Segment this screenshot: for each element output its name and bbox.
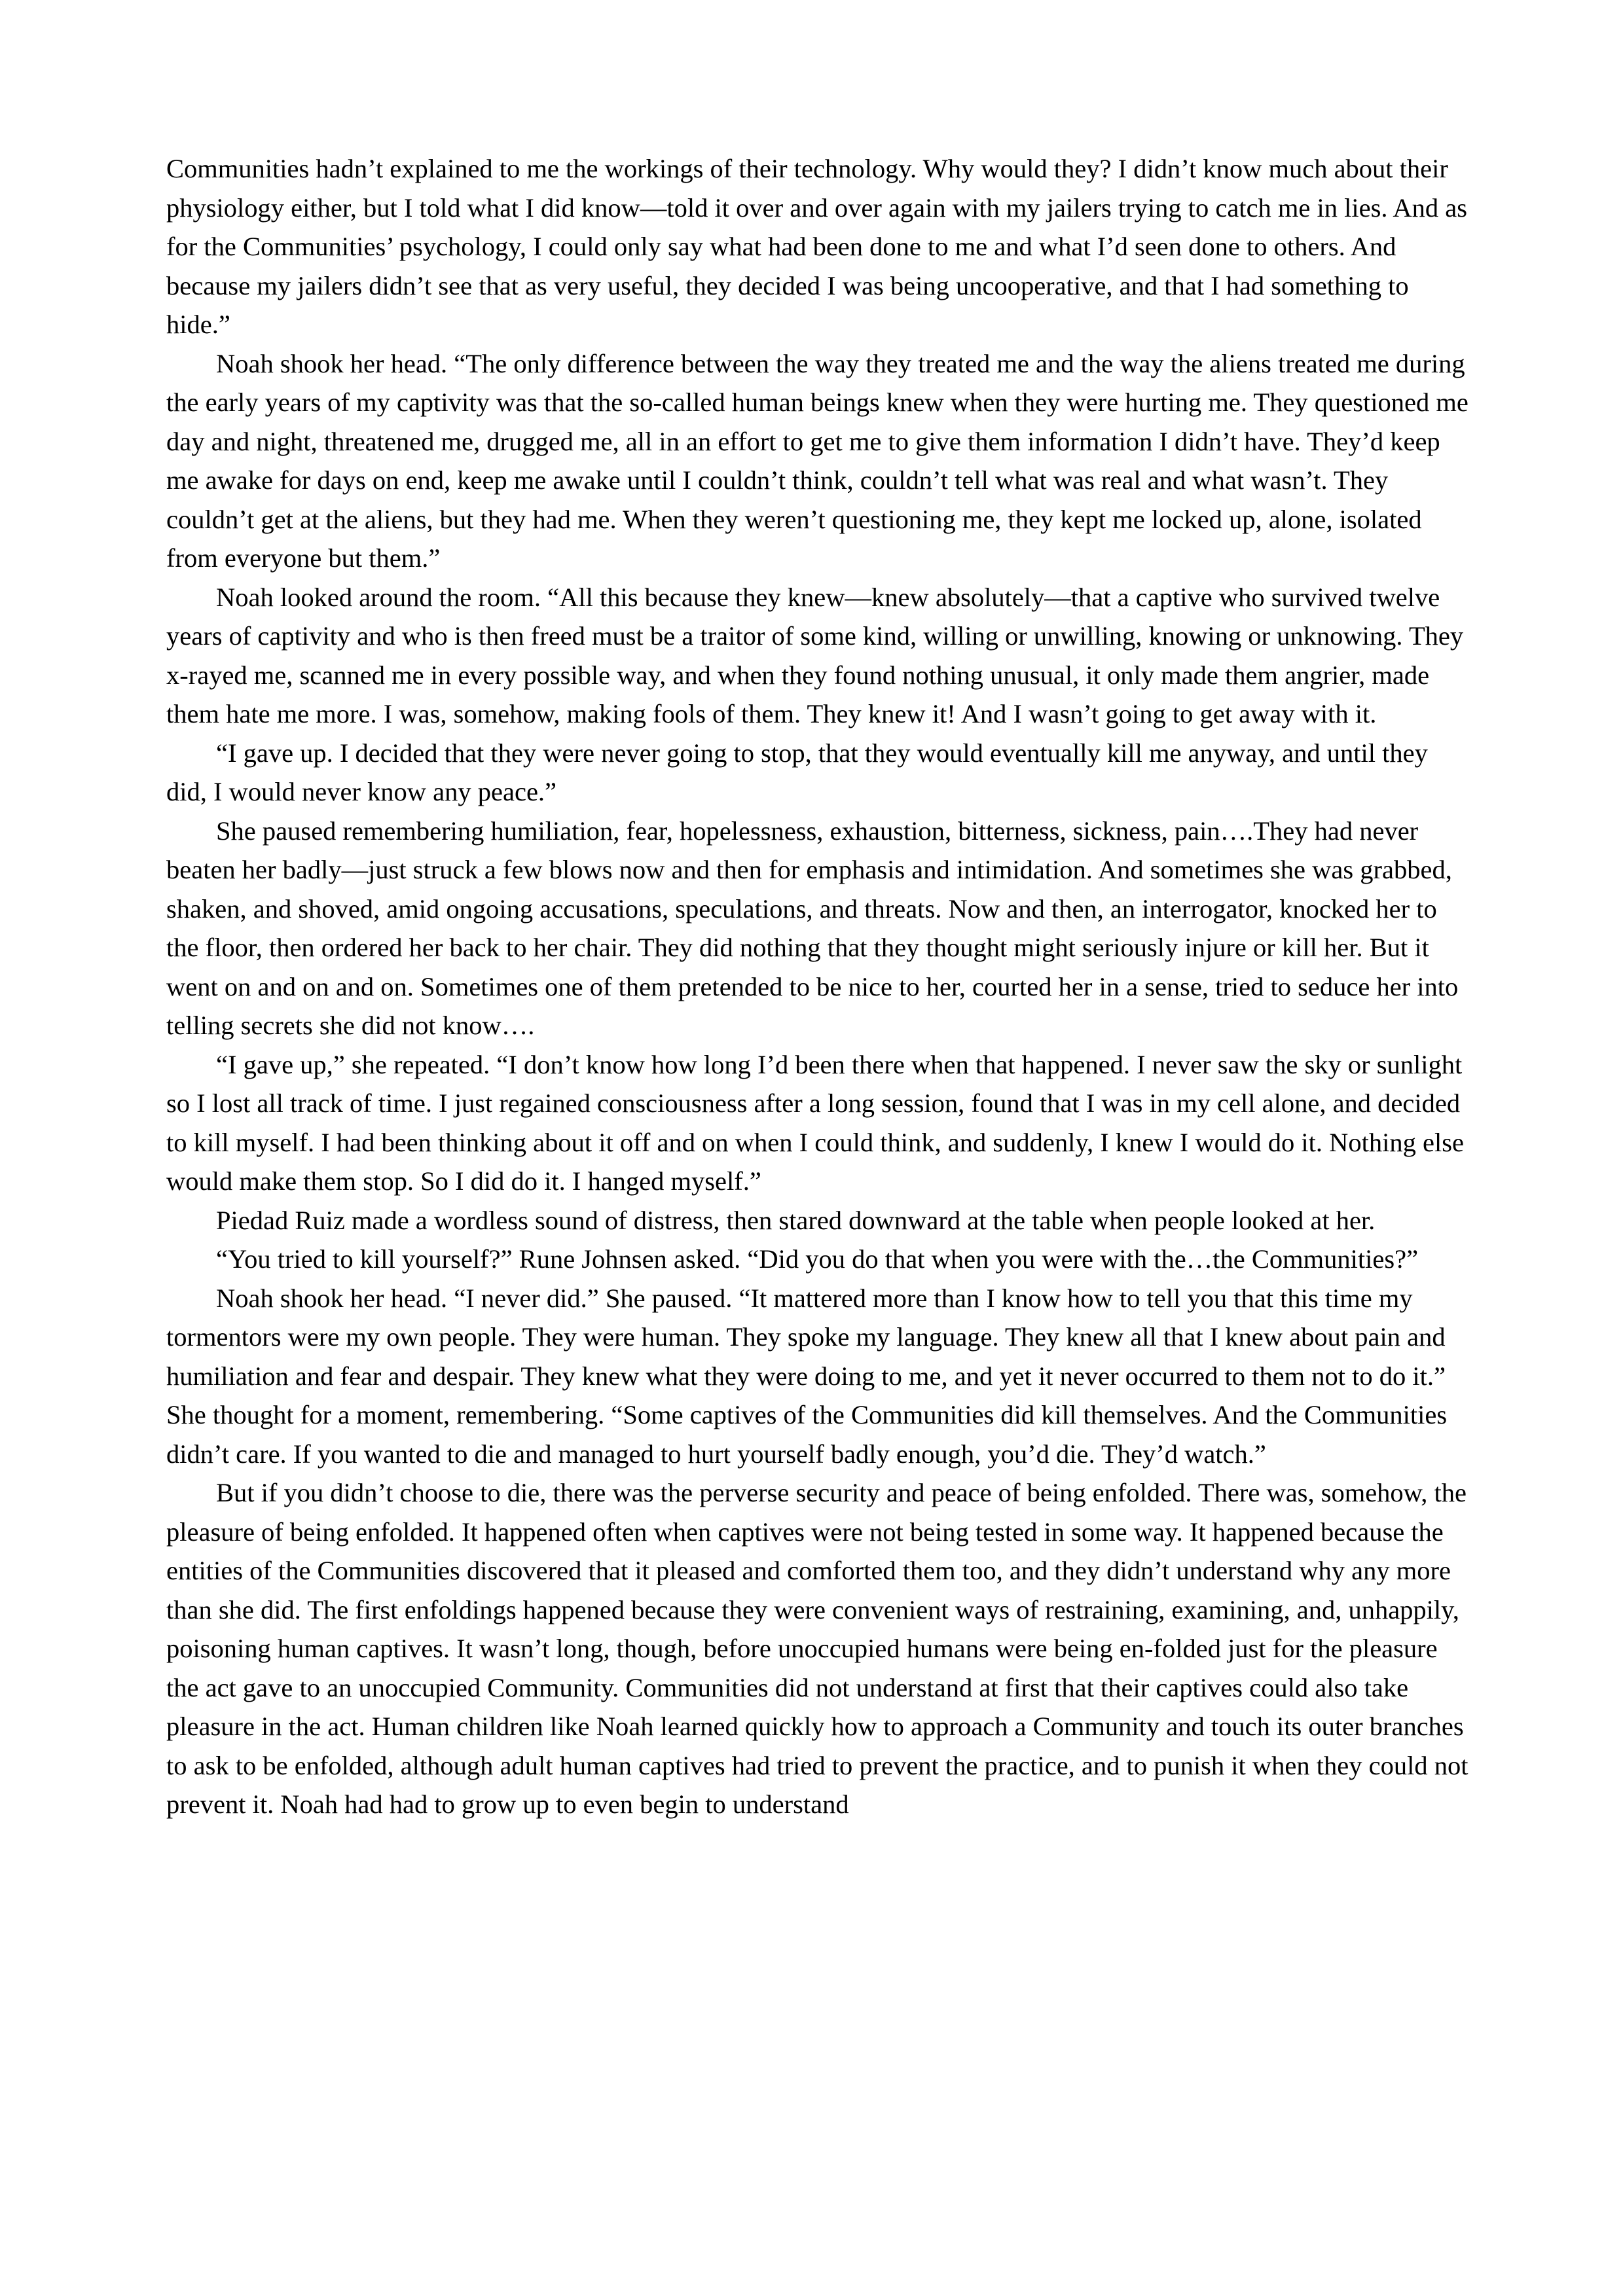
paragraph-6: “I gave up,” she repeated. “I don’t know how long I’d been there when that happened. I never saw the sky or sunlight so I lost all track of time. I just regained consciousness after a long session, found that I was in my cell alone, and decided to kill myself. I had been thinking about it off and on when I could think, and suddenly, I knew I would do it. Nothing else would make them stop. So I did do it. I hanged myself.”: [166, 1049, 1464, 1196]
paragraph-7: Piedad Ruiz made a wordless sound of distress, then stared downward at the table when people looked at her.: [216, 1205, 1376, 1235]
paragraph-3: Noah looked around the room. “All this because they knew—knew absolutely—that a captive who survived twelve years of captivity and who is then freed must be a traitor of some kind, willing or unwilling, knowing or unknowing. They x-rayed me, scanned me in every possible way, and when they found nothing unusual, it only made them angrier, made them hate me more. I was, somehow, making fools of them. They knew it! And I wasn’t going to get away with it.: [166, 582, 1464, 728]
paragraph-10: But if you didn’t choose to die, there was the perverse security and peace of being enfolded. There was, somehow, the pleasure of being enfolded. It happened often when captives were not being tested in some way. It happened because the entities of the Communities discovered that it pleased and comforted them too, and they didn’t understand why any more than she did. The first enfoldings happened because they were convenient ways of restraining, examining, and, unhappily, poisoning human captives. It wasn’t long, though, before unoccupied humans were being en-folded just for the pleasure the act gave to an unoccupied Community. Communities did not understand at first that their captives could also take pleasure in the act. Human children like Noah learned quickly how to approach a Community and touch its outer branches to ask to be enfolded, although adult human captives had tried to prevent the practice, and to punish it when they could not prevent it. Noah had had to grow up to even begin to understand: [166, 1478, 1468, 1819]
paragraph-8: “You tried to kill yourself?” Rune Johnsen asked. “Did you do that when you were with the…the Communities?”: [216, 1244, 1419, 1274]
paragraph-4: “I gave up. I decided that they were never going to stop, that they would eventually kill me anyway, and until they did, I would never know any peace.”: [166, 738, 1428, 806]
paragraph-9: Noah shook her head. “I never did.” She paused. “It mattered more than I know how to tell you that this time my tormentors were my own people. They were human. They spoke my language. They knew all that I knew about pain and humiliation and fear and despair. They knew what they were doing to me, and yet it never occurred to them not to do it.” She thought for a moment, remembering. “Some captives of the Communities did kill themselves. And the Communities didn’t care. If you wanted to die and managed to hurt yourself badly enough, you’d die. They’d watch.”: [166, 1283, 1448, 1469]
paragraph-5: She paused remembering humiliation, fear, hopelessness, exhaustion, bitterness, sickness, pain….They had never beaten her badly—just struck a few blows now and then for emphasis and intimidation. And sometimes she was grabbed, shaken, and shoved, amid ongoing accusations, speculations, and threats. Now and then, an interrogator, knocked her to the floor, then ordered her back to her chair. They did nothing that they thought might seriously injure or kill her. But it went on and on and on. Sometimes one of them pretended to be nice to her, courted her in a sense, tried to seduce her into telling secrets she did not know….: [166, 816, 1459, 1040]
paragraph-1: Communities hadn’t explained to me the workings of their technology. Why would they? I didn’t know much about their physiology either, but I told what I did know—told it over and over again with my jailers trying to catch me in lies. And as for the Communities’ psychology, I could only say what had been done to me and what I’d seen done to others. And because my jailers didn’t see that as very useful, they decided I was being uncooperative, and that I had something to hide.”: [166, 154, 1468, 339]
document-body: [166, 149, 1469, 1824]
paragraph-2: Noah shook her head. “The only difference between the way they treated me and the way the aliens treated me during the early years of my captivity was that the so-called human beings knew when they were hurting me. They questioned me day and night, threatened me, drugged me, all in an effort to get me to give them information I didn’t have. They’d keep me awake for days on end, keep me awake until I couldn’t think, couldn’t tell what was real and what wasn’t. They couldn’t get at the aliens, but they had me. When they weren’t questioning me, they kept me locked up, alone, isolated from everyone but them.”: [166, 348, 1468, 573]
